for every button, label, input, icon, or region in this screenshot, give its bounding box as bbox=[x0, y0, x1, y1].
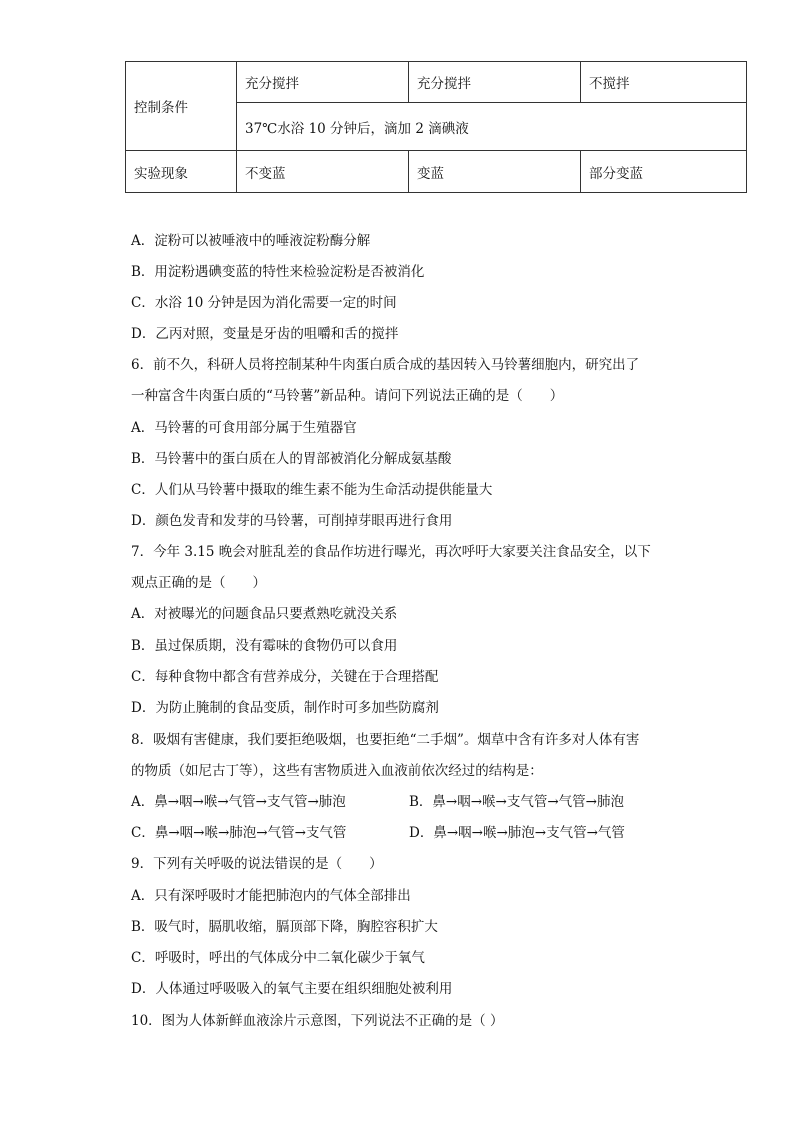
table-cell: 不变蓝 bbox=[237, 151, 409, 193]
experiment-table bbox=[125, 61, 747, 193]
q5-option-a: A．淀粉可以被唾液中的唾液淀粉酶分解 bbox=[131, 233, 371, 249]
q5-option-d: D．乙丙对照，变量是牙齿的咀嚼和舌的搅拌 bbox=[131, 326, 399, 342]
table-cell: 部分变蓝 bbox=[581, 151, 747, 193]
q9-option-b: B．吸气时，膈肌收缩，膈顶部下降，胸腔容积扩大 bbox=[131, 919, 438, 935]
q5-option-c: C．水浴 10 分钟是因为消化需要一定的时间 bbox=[131, 295, 397, 311]
q8-option-c: C．鼻→咽→喉→肺泡→气管→支气管 bbox=[131, 825, 347, 841]
q8-option-a: A．鼻→咽→喉→气管→支气管→肺泡 bbox=[131, 794, 346, 810]
q7-option-a: A．对被曝光的问题食品只要煮熟吃就没关系 bbox=[131, 606, 398, 622]
q6-stem-line2: 一种富含牛肉蛋白质的“马铃薯”新品种。请问下列说法正确的是（ ） bbox=[131, 388, 564, 404]
q7-option-d: D．为防止腌制的食品变质，制作时可多加些防腐剂 bbox=[131, 700, 439, 716]
q5-option-b: B．用淀粉遇碘变蓝的特性来检验淀粉是否被消化 bbox=[131, 264, 425, 280]
q8-stem-line2: 的物质（如尼古丁等），这些有害物质进入血液前依次经过的结构是： bbox=[131, 763, 543, 779]
q8-stem-line1: 8．吸烟有害健康，我们要拒绝吸烟，也要拒绝“二手烟”。烟草中含有许多对人体有害 bbox=[131, 732, 640, 748]
q10-stem: 10．图为人体新鲜血液涂片示意图，下列说法不正确的是（ ） bbox=[131, 1013, 504, 1029]
q9-option-d: D．人体通过呼吸吸入的氧气主要在组织细胞处被利用 bbox=[131, 981, 453, 997]
q9-option-a: A．只有深呼吸时才能把肺泡内的气体全部排出 bbox=[131, 888, 411, 904]
table-cell: 37℃水浴 10 分钟后，滴加 2 滴碘液 bbox=[237, 103, 747, 151]
q8-option-b: B．鼻→咽→喉→支气管→气管→肺泡 bbox=[409, 794, 624, 810]
q7-option-c: C．每种食物中都含有营养成分，关键在于合理搭配 bbox=[131, 669, 439, 685]
table-cell: 变蓝 bbox=[409, 151, 581, 193]
q6-option-c: C．人们从马铃薯中摄取的维生素不能为生命活动提供能量大 bbox=[131, 482, 493, 498]
table-cell: 充分搅拌 bbox=[409, 62, 581, 103]
q7-stem-line1: 7．今年 3.15 晚会对脏乱差的食品作坊进行曝光，再次呼吁大家要关注食品安全，以下 bbox=[131, 544, 651, 560]
q6-option-a: A．马铃薯的可食用部分属于生殖器官 bbox=[131, 420, 357, 436]
table-row bbox=[126, 62, 747, 103]
q6-stem-line1: 6．前不久，科研人员将控制某种牛肉蛋白质合成的基因转入马铃薯细胞内，研究出了 bbox=[131, 357, 640, 373]
q7-stem-line2: 观点正确的是（ ） bbox=[131, 575, 266, 591]
table-cell: 充分搅拌 bbox=[237, 62, 409, 103]
q8-option-d: D．鼻→咽→喉→肺泡→支气管→气管 bbox=[409, 825, 625, 841]
q9-stem: 9．下列有关呼吸的说法错误的是（ ） bbox=[131, 856, 383, 872]
table-row bbox=[126, 151, 747, 193]
control-condition-label: 控制条件 bbox=[126, 62, 237, 151]
q6-option-b: B．马铃薯中的蛋白质在人的胃部被消化分解成氨基酸 bbox=[131, 451, 452, 467]
q6-option-d: D．颜色发青和发芽的马铃薯，可削掉芽眼再进行食用 bbox=[131, 513, 453, 529]
table-cell: 不搅拌 bbox=[581, 62, 747, 103]
experiment-result-label: 实验现象 bbox=[126, 151, 237, 193]
q9-option-c: C．呼吸时，呼出的气体成分中二氧化碳少于氧气 bbox=[131, 950, 425, 966]
q7-option-b: B．虽过保质期，没有霉味的食物仍可以食用 bbox=[131, 638, 398, 654]
